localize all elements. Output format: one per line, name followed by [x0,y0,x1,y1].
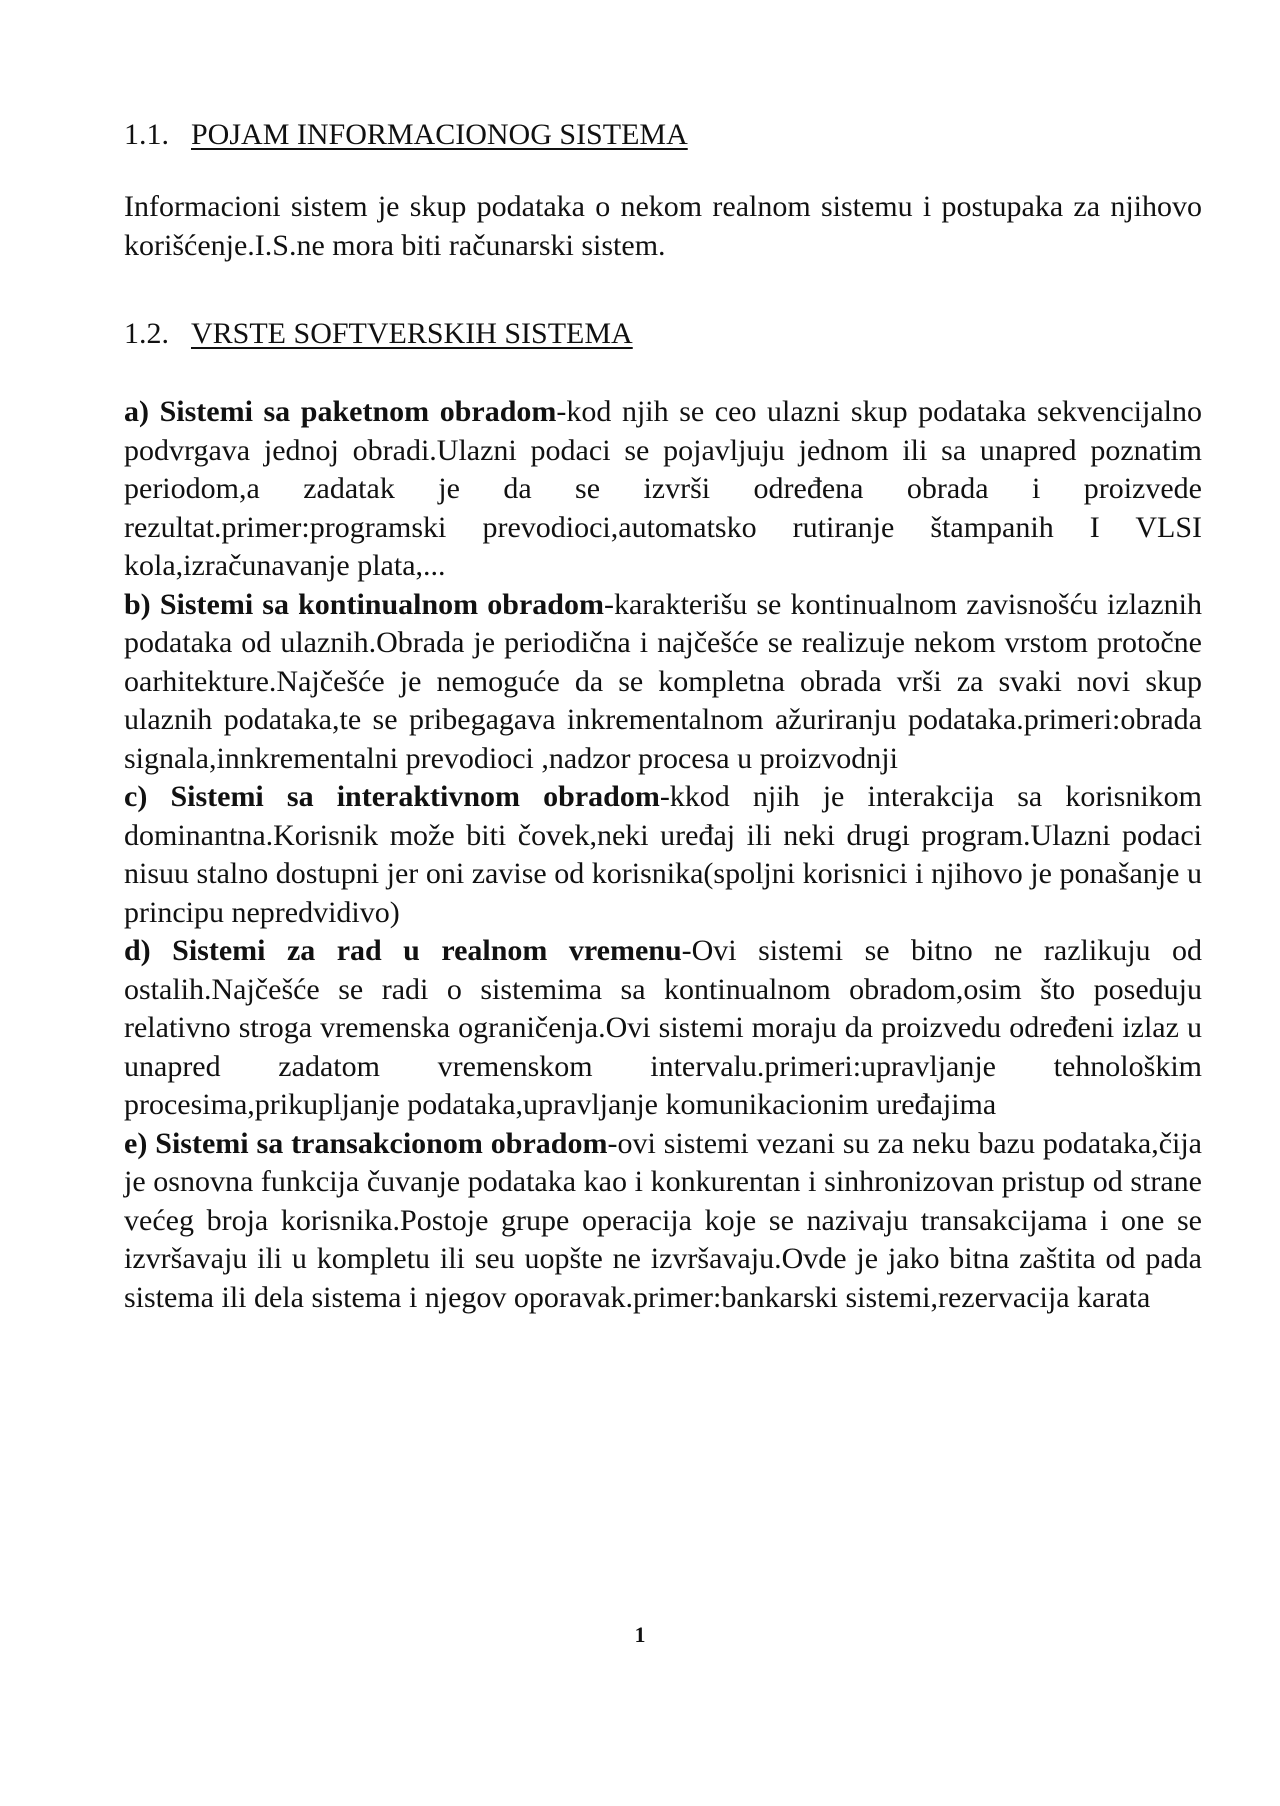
section-heading-2 [124,315,1202,353]
item-marker: a) [124,395,149,428]
list-item [124,586,1202,779]
item-marker: c) [124,780,148,813]
list-item [124,393,1202,586]
item-term: Sistemi sa kontinualnom obradom [159,587,604,621]
page-content [124,116,1202,1317]
item-marker: b) [124,587,151,621]
section-title: POJAM INFORMACIONOG SISTEMA [191,118,688,151]
item-text: -Ovi sistemi se bitno ne razlikuju od ostalih.Najčešće se radi o sistemima sa kontinualnom obradom,osim što poseduju relativno stroga vremenska ograničenja.Ovi sistemi moraju da proizvedu određeni izlaz u unapred zadatom vremenskom intervalu.primeri:upravljanje tehnološkim procesima,prikupljanje podataka,upravljanje komunikacionim uređajima [124,934,1203,1121]
item-text: -kkod njih je interakcija sa korisnikom dominantna.Korisnik može biti čovek,neki uređaj ili neki drugi program.Ulazni podaci nisuu stalno dostupni jer oni zavise od korisnika(spoljni korisnici i njihovo je ponašanje u principu nepredvidivo) [124,780,1202,929]
list-item [124,1125,1202,1318]
definition-paragraph: Informacioni sistem je skup podataka o nekom realnom sistemu i postupaka za njihovo korišćenje.I.S.ne mora biti računarski sistem. [124,190,1202,262]
item-term: Sistemi sa paketnom obradom [159,395,557,428]
list-item [124,932,1202,1125]
system-types-list [124,393,1202,1317]
section-heading-1 [124,116,1202,154]
section-title: VRSTE SOFTVERSKIH SISTEMA [191,317,633,350]
item-text: -ovi sistemi vezani su za neku bazu podataka,čija je osnovna funkcija čuvanje podataka kao i konkurentan i sinhronizovan pristup od strane većeg broja korisnika.Postoje grupe operacija koje se nazivaju transakcijama i one se izvršavaju ili u kompletu ili seu uopšte ne izvršavaju.Ovde je jako bitna zaštita od pada sistema ili dela sistema i njegov oporavak.primer:bankarski sistemi,rezervacija karata [124,1126,1203,1314]
item-term: Sistemi za rad u realnom vremenu [172,934,682,967]
item-text: -kod njih se ceo ulazni skup podataka sekvencijalno podvrgava jednoj obradi.Ulazni podaci se pojavljuju jednom ili sa unapred poznatim periodom,a zadatak je da se izvrši određena obrada i proizvede rezultat.primer:programski prevodioci,automatsko rutiranje štampanih I VLSI kola,izračunavanje plata,... [124,395,1202,582]
item-term: Sistemi sa interaktivnom obradom [170,780,660,813]
item-text: -karakterišu se kontinualnom zavisnošću izlaznih podataka od ulaznih.Obrada je periodična i najčešće se realizuje nekom vrstom protočne oarhitekture.Najčešće je nemoguće da se kompletna obrada vrši za svaki novi skup ulaznih podataka,te se pribegagava inkrementalnom ažuriranju podataka.primeri:obrada signala,innkrementalni prevodioci ,nadzor procesa u proizvodnji [124,587,1203,775]
list-item [124,778,1202,932]
section-number: 1.2. [124,317,169,350]
item-term: Sistemi sa transakcionom obradom [155,1126,608,1160]
section-number: 1.1. [124,118,169,151]
item-marker: d) [124,934,151,967]
item-marker: e) [124,1126,148,1160]
page-number: 1 [634,1622,646,1647]
